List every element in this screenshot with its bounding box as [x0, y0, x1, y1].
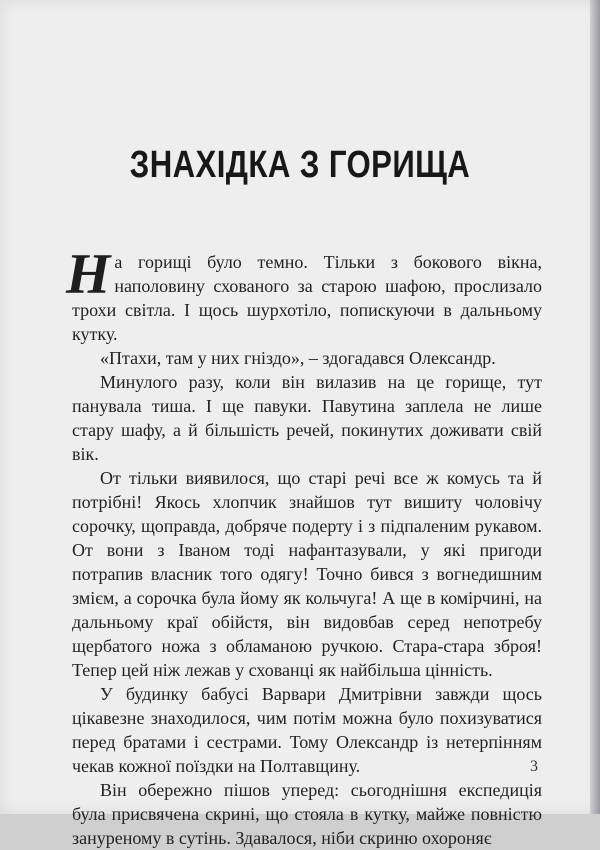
paragraph-text: а горищі було темно. Тільки з бокового вікна, наполовину схованого за старою шафою, прослизало трохи світла. І щось шурхотіло, попискуючи в дальньому кутку. [72, 252, 542, 344]
page-number: 3 [530, 758, 538, 775]
chapter-title: ЗНАХІДКА З ГОРИЩА [129, 144, 471, 186]
drop-cap: Н [66, 243, 111, 306]
paragraph: От тільки виявилося, що старі речі все ж комусь та й потрібні! Якось хлопчик знайшов тут вишиту чоловічу сорочку, щоправда, добряче подерту і з підпаленим рукавом. От вони з Іваном тоді нафантазували, у які пригоди потрапив власник того одягу! Точно бився з вогнедишним змієм, а сорочка була йому як кольчуга! А ще в комірчині, на дальньому краї обійстя, він видовбав серед непотребу щербатого ножа з обламаною ручкою. Стара-стара зброя! Тепер цей ніж лежав у схованці як найбільша цінність. [72, 468, 542, 680]
paragraph: У будинку бабусі Варвари Дмитрівни завжди щось цікавезне знаходилося, чим потім можна було похизуватися перед братами і сестрами. Тому Олександр із нетерпінням чекав кожної поїздки на Полтавщину. [72, 684, 542, 776]
paragraph: Він обережно пішов уперед: сьогоднішня експедиція була присвячена скрині, що стояла в кутку, майже повністю зануреному в сутінь. Здавалося, ніби скриню охороняє [72, 780, 542, 848]
paragraph [66, 243, 542, 346]
paragraph: Минулого разу, коли він вилазив на це горище, тут панувала тиша. І ще павуки. Павутина заплела не лише стару шафу, а й більшість речей, покинутих доживати свій вік. [72, 372, 542, 464]
paragraph: «Птахи, там у них гніздо», – здогадався Олександр. [100, 348, 496, 368]
page-edge-shadow [590, 0, 600, 814]
chapter-text [66, 243, 542, 850]
